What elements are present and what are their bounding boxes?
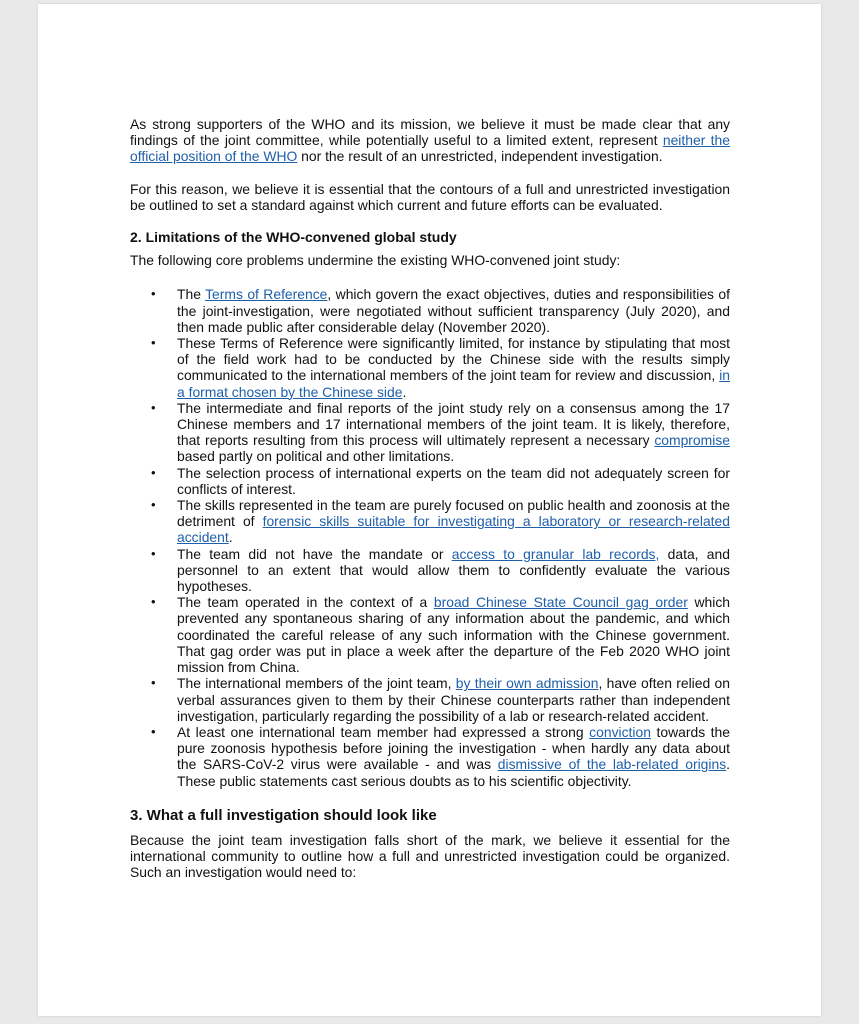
link-official-position[interactable]: neither the official position of the WHO: [130, 132, 730, 165]
limitations-list: [130, 286, 730, 788]
link-chinese-format[interactable]: in a format chosen by the Chinese side: [177, 367, 730, 400]
list-item-mandate: • The team did not have the mandate or access to granular lab records, data, and personnel to an extent that would allow them to confidently evaluate the various hypotheses.: [130, 546, 730, 595]
link-forensic-skills[interactable]: forensic skills suitable for investigating a laboratory or research-related accident: [177, 513, 730, 546]
list-item-gag-order: • The team operated in the context of a broad Chinese State Council gag order which prevented any spontaneous sharing of any information about the pandemic, and which coordinated the careful release of any such information with the Chinese government. That gag order was put in place a week after the departure of the Feb 2020 WHO joint mission from China.: [130, 594, 730, 675]
document-content: [130, 116, 730, 880]
list-item-skills: • The skills represented in the team are purely focused on public health and zoonosis at the detriment of forensic skills suitable for investigating a laboratory or research-related accident.: [130, 497, 730, 546]
section-2-heading: 2. Limitations of the WHO-convened global study: [130, 229, 457, 246]
link-compromise[interactable]: compromise: [654, 432, 730, 449]
link-terms-of-reference[interactable]: Terms of Reference: [205, 286, 328, 303]
link-lab-records[interactable]: access to granular lab records,: [451, 545, 660, 562]
paragraph-who-position: As strong supporters of the WHO and its mission, we believe it must be made clear that any findings of the joint committee, while potentially useful to a limited extent, represent neither the official position of the WHO nor the result of an unrestricted, independent investigation.: [130, 116, 730, 165]
paragraph-reason: For this reason, we believe it is essential that the contours of a full and unrestricted investigation be outlined to set a standard against which current and future efforts can be evaluated.: [130, 180, 730, 213]
section-3-paragraph: Because the joint team investigation falls short of the mark, we believe it essential for the international community to outline how a full and unrestricted investigation could be organized. Such an investigation would need to:: [130, 831, 730, 881]
document-page: [38, 4, 821, 1016]
list-item-terms: • The Terms of Reference, which govern the exact objectives, duties and responsibilities of the joint-investigation, were negotiated without sufficient transparency (July 2020), and then made public after considerable delay (November 2020).: [130, 286, 730, 335]
link-gag-order[interactable]: broad Chinese State Council gag order: [433, 594, 688, 611]
link-conviction[interactable]: conviction: [589, 723, 651, 740]
link-dismissive[interactable]: dismissive of the lab-related origins: [497, 756, 727, 773]
list-item-conviction: • At least one international team member had expressed a strong conviction towards the pure zoonosis hypothesis before joining the investigation - when hardly any data about the SARS-CoV-2 virus were available - and was dismissive of the lab-related origins. These public statements cast serious doubts as to his scientific objectivity.: [130, 724, 730, 789]
link-own-admission[interactable]: by their own admission: [455, 675, 599, 692]
list-item-assurances: • The international members of the joint team, by their own admission, have often relied on verbal assurances given to them by their Chinese counterparts rather than independent investigation, particularly regarding the possibility of a lab or research-related accident.: [130, 675, 730, 724]
section-3-heading: 3. What a full investigation should look like: [130, 806, 437, 824]
list-item-selection: • The selection process of international experts on the team did not adequately screen for conflicts of interest.: [130, 465, 730, 497]
section-2-intro: The following core problems undermine the existing WHO-convened joint study:: [130, 252, 621, 269]
list-item-consensus: • The intermediate and final reports of the joint study rely on a consensus among the 17 Chinese members and 17 international members of the joint team. It is likely, therefore, that reports resulting from this process will ultimately represent a necessary compromise based partly on political and other limitations.: [130, 400, 730, 465]
list-item-format: • These Terms of Reference were significantly limited, for instance by stipulating that most of the field work had to be conducted by the Chinese side with the results simply communicated to the international members of the joint team for review and discussion, in a format chosen by the Chinese side.: [130, 335, 730, 400]
